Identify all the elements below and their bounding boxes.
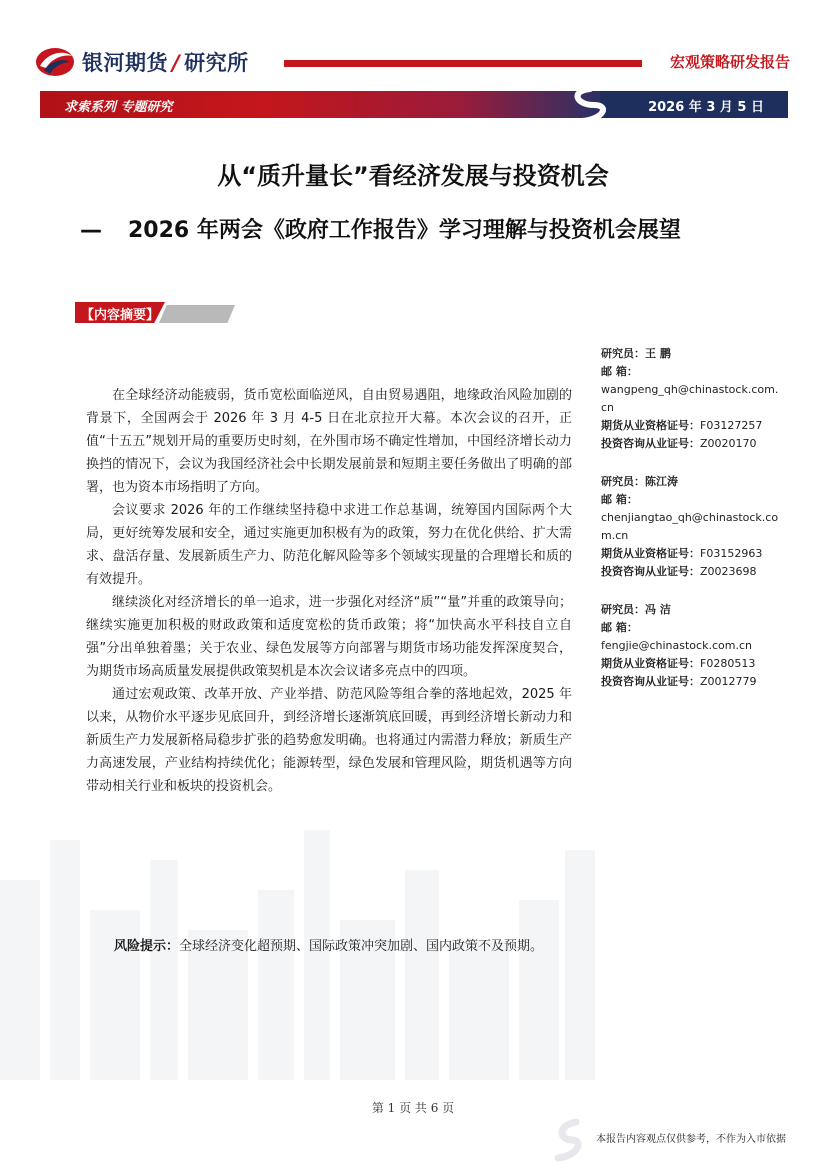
galaxy-logo-icon: [34, 44, 76, 80]
analyst-card: 研究员：陈江涛 邮 箱： chenjiangtao_qh@chinastock.com.cn 期货从业资格证号：F03152963 投资咨询从业证号：Z0023698: [601, 475, 779, 578]
analyst-name: 冯 洁: [645, 603, 671, 616]
analyst-name: 陈江涛: [645, 475, 678, 488]
analyst-email[interactable]: wangpeng_qh@chinastock.com.cn: [601, 383, 779, 414]
swoosh-icon: [560, 85, 620, 125]
disclaimer: 本报告内容观点仅供参考，不作为入市依据: [596, 1134, 786, 1145]
analyst-card: 研究员：王 鹏 邮 箱： wangpeng_qh@chinastock.com.cn 期货从业资格证号：F03127257 投资咨询从业证号：Z0020170: [601, 347, 779, 450]
analyst-name: 王 鹏: [645, 347, 671, 360]
paragraph: 继续淡化对经济增长的单一追求，进一步强化对经济“质”“量”并重的政策导向；继续实施更加积极的财政政策和适度宽松的货币政策；将“加快高水平科技自立自强”分出单独着墨；关于农业、绿色发展等方向部署与期货市场功能发挥深度契合，为期货市场高质量发展提供政策契机是本次会议诸多亮点中的四项。: [86, 595, 572, 679]
risk-warning: 风险提示：全球经济变化超预期、国际政策冲突加剧、国内政策不及预期。: [114, 939, 544, 954]
brand-logo: [34, 44, 249, 80]
brand-name: 银河期货 / 研究所: [82, 51, 249, 75]
paragraph: 会议要求 2026 年的工作继续坚持稳中求进工作总基调，统筹国内国际两个大局，更好统筹发展和安全，通过实施更加积极有为的政策，努力在优化供给、扩大需求、盘活存量、发展新质生产力、防范化解风险等多个领域实现量的合理增长和质的有效提升。: [86, 503, 572, 587]
abstract-body: [86, 384, 572, 798]
paragraph: 在全球经济动能疲弱，货币宽松面临逆风，自由贸易遇阻，地缘政治风险加剧的背景下，全国两会于 2026 年 3 月 4-5 日在北京拉开大幕。本次会议的召开，正值“十五五”规划开局的重要历史时刻，在外围市场不确定性增加，中国经济增长动力换挡的情况下，会议为我国经济社会中长期发展前景和短期主要任务做出了明确的部署，也为资本市场指明了方向。: [86, 388, 572, 495]
analyst-list: [601, 345, 801, 711]
report-type: 宏观策略研发报告: [669, 53, 790, 71]
page-number: 第 1 页 共 6 页: [371, 1101, 455, 1115]
page-title: 从“质升量长”看经济发展与投资机会: [217, 162, 609, 190]
report-date: 2026 年 3 月 5 日: [648, 100, 764, 115]
analyst-email[interactable]: chenjiangtao_qh@chinastock.com.cn: [601, 511, 779, 542]
abstract-tag-tail: [159, 305, 235, 323]
footer-swoosh-icon: [548, 1118, 588, 1162]
header-rule: [284, 60, 642, 67]
series-label: 求索系列 专题研究: [64, 100, 173, 115]
series-band: [40, 91, 788, 118]
abstract-label: 【内容摘要】: [75, 302, 235, 323]
page-subtitle: — 2026 年两会《政府工作报告》学习理解与投资机会展望: [80, 218, 681, 243]
analyst-email[interactable]: fengjie@chinastock.com.cn: [601, 639, 752, 652]
paragraph: 通过宏观政策、改革开放、产业举措、防范风险等组合拳的落地起效，2025 年以来，从物价水平逐步见底回升，到经济增长逐渐筑底回暖，再到经济增长新动力和新质生产力发展新格局稳步扩张的趋势愈发明确。也将通过内需潜力释放；新质生产力高速发展，产业结构持续优化；能源转型，绿色发展和管理风险，期货机遇等方向带动相关行业和板块的投资机会。: [86, 687, 572, 794]
analyst-card: 研究员：冯 洁 邮 箱： fengjie@chinastock.com.cn 期货从业资格证号：F0280513 投资咨询从业证号：Z0012779: [601, 601, 801, 691]
